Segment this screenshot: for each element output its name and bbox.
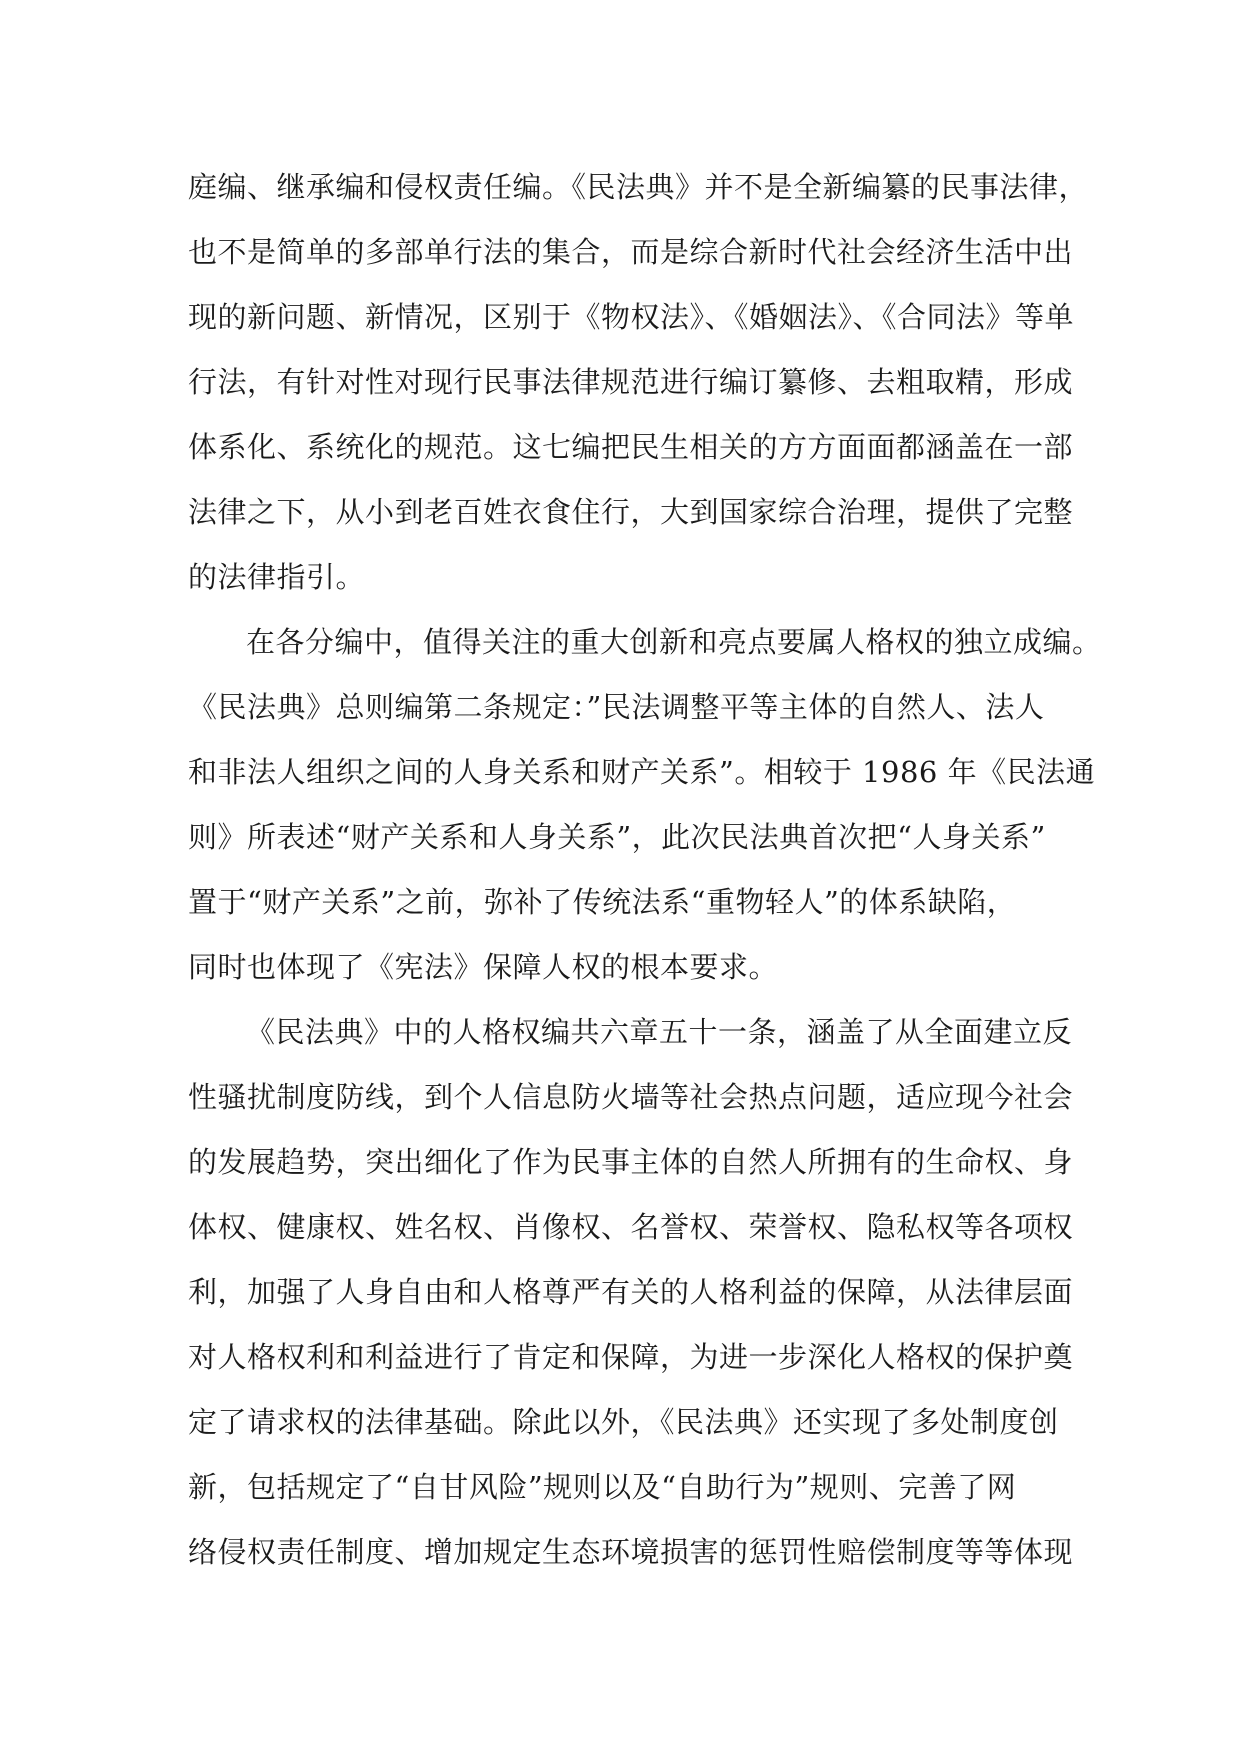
text-line: 对人格权利和利益进行了肯定和保障，为进一步深化人格权的保护奠 (188, 1340, 1074, 1374)
text-line: 络侵权责任制度、增加规定生态环境损害的惩罚性赔偿制度等等体现 (188, 1535, 1074, 1569)
text-line: 体系化、系统化的规范。这七编把民生相关的方方面面都涵盖在一部 (188, 430, 1074, 464)
text-line: 《民法典》中的人格权编共六章五十一条，涵盖了从全面建立反 (246, 1015, 1073, 1049)
text-line: 和非法人组织之间的人身关系和财产关系”。相较于 1986 年《民法通 (188, 755, 1096, 789)
text-line: 行法，有针对性对现行民事法律规范进行编订纂修、去粗取精，形成 (188, 365, 1074, 399)
text-line: 利，加强了人身自由和人格尊严有关的人格利益的保障，从法律层面 (188, 1275, 1074, 1309)
text-line: 置于“财产关系”之前，弥补了传统法系“重物轻人”的体系缺陷， (188, 885, 1017, 919)
text-line: 的发展趋势，突出细化了作为民事主体的自然人所拥有的生命权、身 (188, 1145, 1074, 1179)
body-text (188, 155, 1102, 1585)
text-line: 体权、健康权、姓名权、肖像权、名誉权、荣誉权、隐私权等各项权 (188, 1210, 1074, 1244)
text-line: 定了请求权的法律基础。除此以外，《民法典》还实现了多处制度创 (188, 1405, 1059, 1439)
text-line: 则》所表述“财产关系和人身关系”，此次民法典首次把“人身关系” (188, 820, 1046, 854)
text-line: 现的新问题、新情况，区别于《物权法》、《婚姻法》、《合同法》等单 (188, 300, 1075, 334)
text-line: 《民法典》总则编第二条规定：”民法调整平等主体的自然人、法人 (188, 690, 1045, 724)
text-line: 法律之下，从小到老百姓衣食住行，大到国家综合治理，提供了完整 (188, 495, 1074, 529)
text-line: 在各分编中，值得关注的重大创新和亮点要属人格权的独立成编。 (246, 625, 1102, 659)
text-line: 庭编、继承编和侵权责任编。《民法典》并不是全新编纂的民事法律， (188, 170, 1089, 204)
text-line: 也不是简单的多部单行法的集合，而是综合新时代社会经济生活中出 (188, 235, 1074, 269)
text-line: 新，包括规定了“自甘风险”规则以及“自助行为”规则、完善了网 (188, 1470, 1017, 1504)
text-line: 的法律指引。 (188, 560, 366, 594)
text-line: 同时也体现了《宪法》保障人权的根本要求。 (188, 950, 779, 984)
text-line: 性骚扰制度防线，到个人信息防火墙等社会热点问题，适应现今社会 (188, 1080, 1074, 1114)
